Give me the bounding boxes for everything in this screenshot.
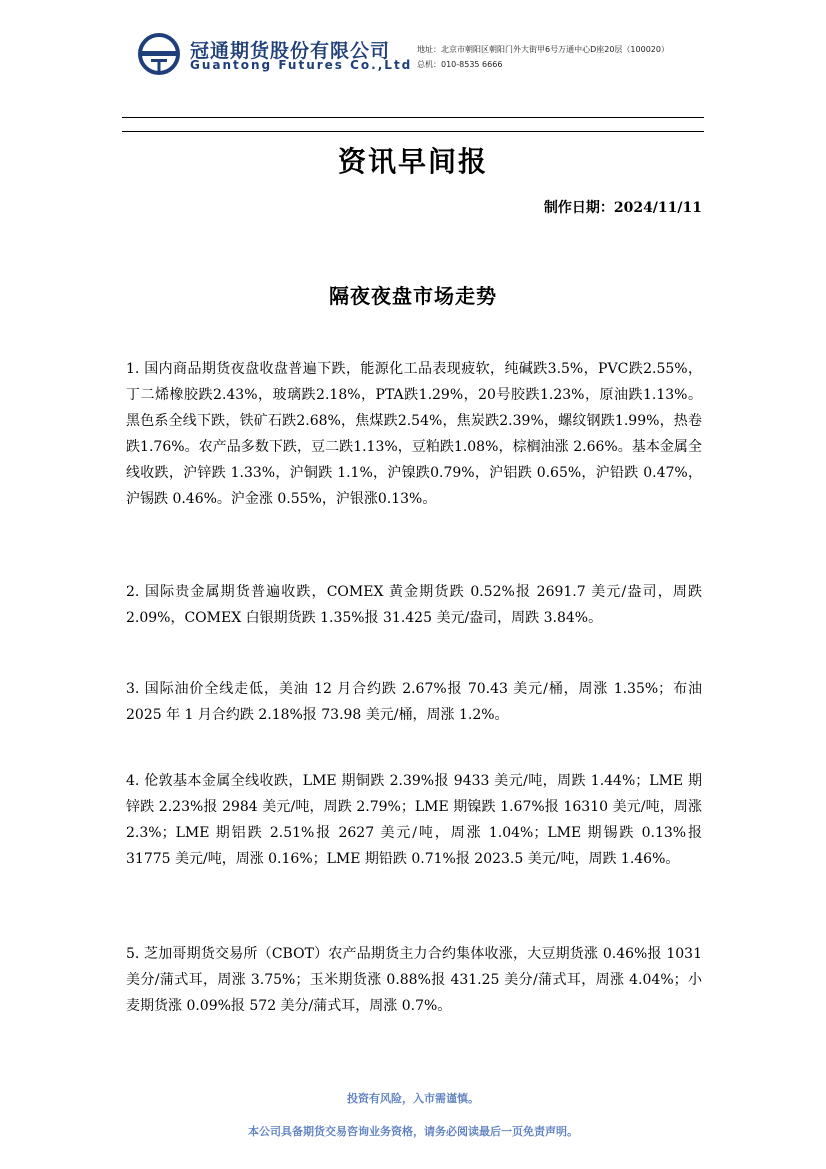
header-divider-bottom xyxy=(122,131,704,132)
risk-notice: 投资有风险，入市需谨慎。 xyxy=(347,1092,479,1105)
paragraph-lme-metals: 4. 伦敦基本金属全线收跌，LME 期铜跌 2.39%报 9433 美元/吨，周跌 1.44%；LME 期锌跌 2.23%报 2984 美元/吨，周跌 2.79%；LME 期镍跌 1.67%报 16310 美元/吨，周涨 2.3%；LME 期铝跌 2.51%报 2627 美元/吨，周涨 1.04%；LME 期锡跌 0.13%报 31775 美元/吨，周涨 0.16%；LME 期铅跌 0.71%报 2023.5 美元/吨，周跌 1.46%。 xyxy=(126,773,702,867)
company-name-en: Guantong Futures Co.,Ltd xyxy=(190,58,413,72)
paragraph-precious-metals: 2. 国际贵金属期货普遍收跌，COMEX 黄金期货跌 0.52%报 2691.7 美元/盎司，周跌 2.09%，COMEX 白银期货跌 1.35%报 31.425 美元/盎司，周跌 3.84%。 xyxy=(126,584,702,626)
paragraph-domestic-futures: 1. 国内商品期货夜盘收盘普遍下跌，能源化工品表现疲软，纯碱跌3.5%，PVC跌2.55%，丁二烯橡胶跌2.43%，玻璃跌2.18%，PTA跌1.29%，20号胶跌1.23%，原油跌1.13%。黑色系全线下跌，铁矿石跌2.68%，焦煤跌2.54%，焦炭跌2.39%，螺纹钢跌1.99%，热卷跌1.76%。农产品多数下跌，豆二跌1.13%，豆粕跌1.08%，棕榈油涨 2.66%。基本金属全线收跌，沪锌跌 1.33%，沪铜跌 1.1%，沪镍跌0.79%，沪铝跌 0.65%，沪铅跌 0.47%，沪锡跌 0.46%。沪金涨 0.55%，沪银涨0.13%。 xyxy=(126,361,702,507)
company-name-cn: 冠通期货股份有限公司 xyxy=(190,40,391,62)
company-address: 地址：北京市朝阳区朝阳门外大街甲6号万通中心D座20层（100020） xyxy=(417,45,669,54)
date-label: 制作日期： xyxy=(543,200,614,216)
document-title: 资讯早间报 xyxy=(337,145,488,178)
paragraph-cbot-agriculture: 5. 芝加哥期货交易所（CBOT）农产品期货主力合约集体收涨，大豆期货涨 0.46%报 1031 美分/蒲式耳，周涨 3.75%；玉米期货涨 0.88%报 431.25 美分/蒲式耳，周涨 4.04%；小麦期货涨 0.09%报 572 美分/蒲式耳，周涨 0.7%。 xyxy=(126,946,702,1014)
contact-info xyxy=(417,42,669,72)
company-phone: 总机：010-8535 6666 xyxy=(417,60,503,69)
header-divider-top xyxy=(122,117,704,118)
company-logo-icon xyxy=(137,32,181,76)
paragraph-crude-oil: 3. 国际油价全线走低，美油 12 月合约跌 2.67%报 70.43 美元/桶，周涨 1.35%；布油 2025 年 1 月合约跌 2.18%报 73.98 美元/桶，周涨 1.2%。 xyxy=(126,681,702,723)
date-value: 2024/11/11 xyxy=(613,200,702,216)
disclaimer-notice: 本公司具备期货交易咨询业务资格，请务必阅读最后一页免责声明。 xyxy=(248,1125,578,1138)
section-title: 隔夜夜盘市场走势 xyxy=(329,284,497,308)
production-date xyxy=(544,197,702,217)
